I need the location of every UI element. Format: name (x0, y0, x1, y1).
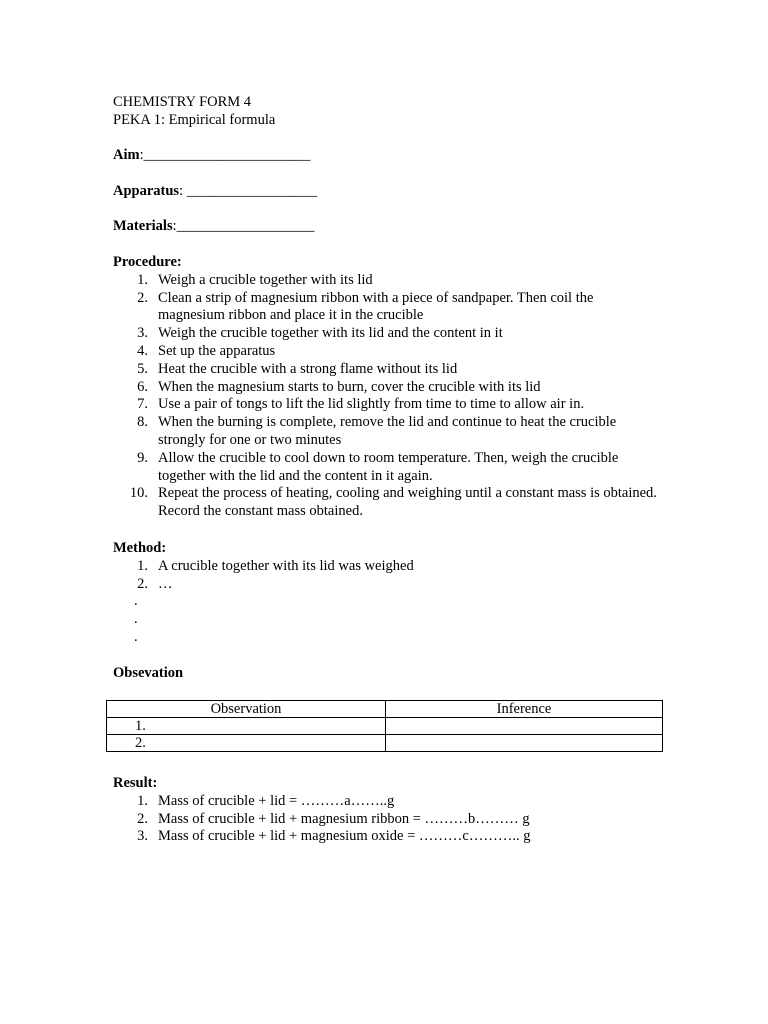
result-section (113, 775, 658, 846)
materials-label: Materials (113, 218, 173, 234)
list-item: 5. Heat the crucible with a strong flame without its lid (137, 360, 458, 377)
list-item: 8. When the burning is complete, remove the lid and continue to heat the crucible strongly for one or two minutes (137, 414, 617, 448)
apparatus-field: Apparatus: __________________ (113, 183, 318, 199)
observation-table (106, 700, 663, 752)
assignment-title: PEKA 1: Empirical formula (113, 111, 276, 128)
aim-blank: _______________________ (143, 147, 311, 163)
list-item: 2. Mass of crucible + lid + magnesium ribbon = ………b……… g (137, 810, 530, 827)
apparatus-label: Apparatus (113, 183, 180, 199)
list-item: 1. Weigh a crucible together with its lid (137, 271, 373, 288)
list-item: 2. Clean a strip of magnesium ribbon with a piece of sandpaper. Then coil the magnesium ribbon and place it in the crucible (137, 289, 594, 324)
method-heading: Method: (113, 540, 167, 556)
apparatus-blank: __________________ (186, 183, 318, 199)
list-item: 7. Use a pair of tongs to lift the lid slightly from time to time to allow air in. (137, 396, 585, 413)
table-row: 2. (107, 735, 663, 752)
list-item: 1. A crucible together with its lid was weighed (137, 557, 414, 574)
continuation-dots: . . . (134, 593, 138, 645)
course-title: CHEMISTRY FORM 4 (113, 94, 252, 110)
list-item: 9. Allow the crucible to cool down to room temperature. Then, weigh the crucible together with the lid and the content in it again. (137, 449, 619, 484)
list-item: 10. Repeat the process of heating, cooling and weighing until a constant mass is obtained. Record the constant mass obtained. (129, 485, 657, 520)
list-item: 4. Set up the apparatus (137, 342, 276, 359)
list-item: 3. Weigh the crucible together with its lid and the content in it (137, 325, 503, 342)
list-item: 2. … (137, 575, 173, 592)
result-list (113, 793, 658, 846)
procedure-list (113, 272, 658, 521)
procedure-section (113, 254, 658, 521)
aim-label: Aim (113, 147, 140, 163)
list-item: 1. Mass of crucible + lid = ………a……..g (137, 792, 395, 809)
method-list (113, 558, 658, 594)
table-header-row (107, 701, 663, 718)
method-section (113, 540, 658, 647)
list-item: 6. When the magnesium starts to burn, cover the crucible with its lid (137, 378, 541, 395)
table-row: 1. (107, 718, 663, 735)
materials-blank: ___________________ (176, 218, 315, 234)
observation-heading-wrap (113, 665, 183, 683)
observation-heading: Obsevation (113, 665, 184, 681)
document-header (113, 94, 275, 130)
column-header-inference: Inference (386, 701, 663, 718)
column-header-observation: Observation (107, 701, 386, 718)
materials-field: Materials:___________________ (113, 218, 315, 234)
aim-field: Aim:_______________________ (113, 147, 311, 163)
procedure-heading: Procedure: (113, 254, 182, 270)
result-heading: Result: (113, 775, 158, 791)
list-item: 3. Mass of crucible + lid + magnesium oxide = ………c……….. g (137, 828, 531, 845)
